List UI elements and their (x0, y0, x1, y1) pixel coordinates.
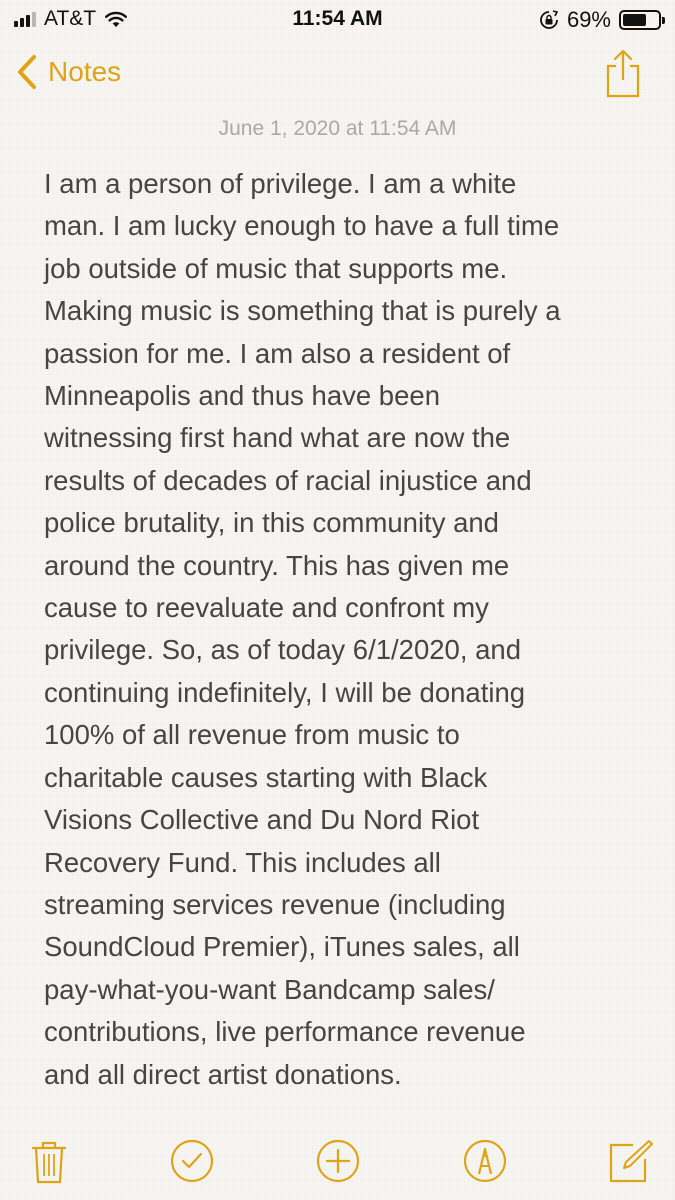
note-line: Making music is something that is purely a (44, 295, 561, 327)
bottom-toolbar (0, 1132, 675, 1200)
note-line: and all direct artist donations. (44, 1058, 402, 1090)
note-line: privilege. So, as of today 6/1/2020, and (44, 634, 521, 666)
add-icon (313, 1136, 363, 1186)
note-body[interactable] (44, 163, 652, 1096)
note-line: SoundCloud Premier), iTunes sales, all (44, 931, 520, 963)
share-button[interactable] (603, 48, 643, 100)
note-line: streaming services revenue (including (44, 888, 506, 920)
note-line: cause to reevaluate and confront my (44, 592, 489, 624)
battery-icon (619, 10, 661, 30)
rotation-lock-icon (539, 10, 559, 30)
status-right (539, 7, 661, 33)
note-line: job outside of music that supports me. (44, 252, 508, 284)
compose-icon (605, 1136, 655, 1186)
note-line: Minneapolis and thus have been (44, 380, 440, 412)
status-bar (0, 0, 675, 40)
add-button[interactable] (313, 1136, 363, 1186)
note-line: passion for me. I am also a resident of (44, 337, 511, 369)
note-line: contributions, live performance revenue (44, 1016, 526, 1048)
trash-icon (24, 1136, 74, 1186)
markup-button[interactable] (460, 1136, 510, 1186)
note-line: Recovery Fund. This includes all (44, 846, 441, 878)
checklist-button[interactable] (167, 1136, 217, 1186)
note-line: police brutality, in this community and (44, 507, 499, 539)
note-line: pay-what-you-want Bandcamp sales/ (44, 973, 495, 1005)
note-line: 100% of all revenue from music to (44, 719, 460, 751)
note-line: Visions Collective and Du Nord Riot (44, 804, 480, 836)
note-line: charitable causes starting with Black (44, 761, 488, 793)
share-icon (603, 48, 643, 100)
battery-level-fill (623, 14, 646, 26)
status-time: 11:54 AM (292, 7, 383, 30)
note-line: results of decades of racial injustice and (44, 464, 532, 496)
battery-percent: 69% (566, 7, 611, 32)
back-label: Notes (48, 56, 122, 87)
markup-icon (460, 1136, 510, 1186)
delete-button[interactable] (24, 1136, 74, 1186)
checklist-icon (167, 1136, 217, 1186)
note-line: man. I am lucky enough to have a full time (44, 210, 560, 242)
carrier-label: AT&T (44, 7, 97, 30)
note-line: witnessing first hand what are now the (44, 422, 511, 454)
nav-bar (0, 44, 675, 108)
compose-button[interactable] (605, 1136, 655, 1186)
chevron-left-icon (16, 54, 38, 90)
note-date: June 1, 2020 at 11:54 AM (218, 117, 457, 140)
note-line: I am a person of privilege. I am a white (44, 168, 517, 199)
note-line: around the country. This has given me (44, 549, 510, 581)
note-line: continuing indefinitely, I will be donating (44, 676, 526, 708)
back-button[interactable] (16, 54, 121, 90)
